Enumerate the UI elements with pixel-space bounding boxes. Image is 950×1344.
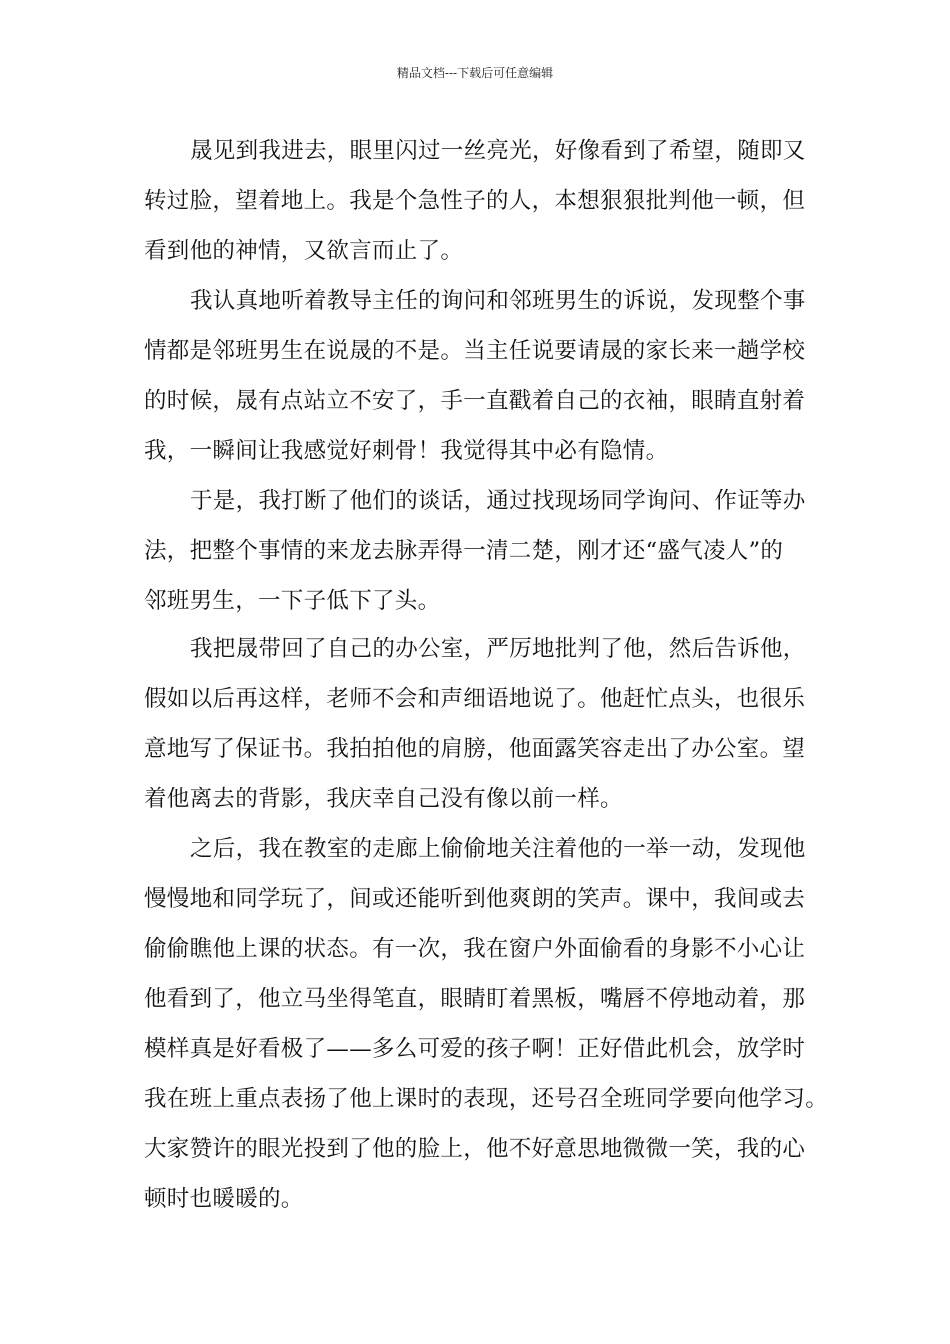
text-line: 着他离去的背影，我庆幸自己没有像以前一样。 <box>144 786 623 812</box>
text-line: 大家赞许的眼光投到了他的脸上，他不好意思地微微一笑，我的心 <box>144 1136 806 1162</box>
text-line: 慢慢地和同学玩了，间或还能听到他爽朗的笑声。课中，我间或去 <box>144 886 806 912</box>
text-line: 的时候，晟有点站立不安了，手一直戳着自己的衣袖，眼睛直射着 <box>144 388 806 414</box>
text-line: 偷偷瞧他上课的状态。有一次，我在窗户外面偷看的身影不小心让 <box>144 936 806 962</box>
text-line: 顿时也暖暖的。 <box>144 1186 304 1212</box>
text-line: 意地写了保证书。我拍拍他的肩膀，他面露笑容走出了办公室。望 <box>144 736 806 762</box>
text-line: 之后，我在教室的走廊上偷偷地关注着他的一举一动，发现他 <box>190 836 806 862</box>
text-line: 我在班上重点表扬了他上课时的表现，还号召全班同学要向他学习。 <box>144 1086 829 1112</box>
text-line: 于是，我打断了他们的谈话，通过找现场同学询问、作证等办 <box>190 488 806 514</box>
text-line: 转过脸，望着地上。我是个急性子的人，本想狠狠批判他一顿，但 <box>144 188 806 214</box>
text-line: 邻班男生，一下子低下了头。 <box>144 588 441 614</box>
text-line: 法，把整个事情的来龙去脉弄得一清二楚，刚才还“盛气凌人”的 <box>144 538 784 564</box>
text-line: 他看到了，他立马坐得笔直，眼睛盯着黑板，嘴唇不停地动着，那 <box>144 986 806 1012</box>
text-line: 模样真是好看极了——多么可爱的孩子啊！正好借此机会，放学时 <box>144 1036 806 1062</box>
text-line: 晟见到我进去，眼里闪过一丝亮光，好像看到了希望，随即又 <box>190 138 806 164</box>
text-line: 情都是邻班男生在说晟的不是。当主任说要请晟的家长来一趟学校 <box>144 338 806 364</box>
text-line: 看到他的神情，又欲言而止了。 <box>144 238 464 264</box>
text-line: 假如以后再这样，老师不会和声细语地说了。他赶忙点头，也很乐 <box>144 686 806 712</box>
page-header: 精品文档---下载后可任意编辑 <box>396 66 554 80</box>
text-line: 我，一瞬间让我感觉好刺骨！我觉得其中必有隐情。 <box>144 438 669 464</box>
text-line: 我认真地听着教导主任的询问和邻班男生的诉说，发现整个事 <box>190 288 806 314</box>
text-line: 我把晟带回了自己的办公室，严厉地批判了他，然后告诉他， <box>190 636 806 662</box>
